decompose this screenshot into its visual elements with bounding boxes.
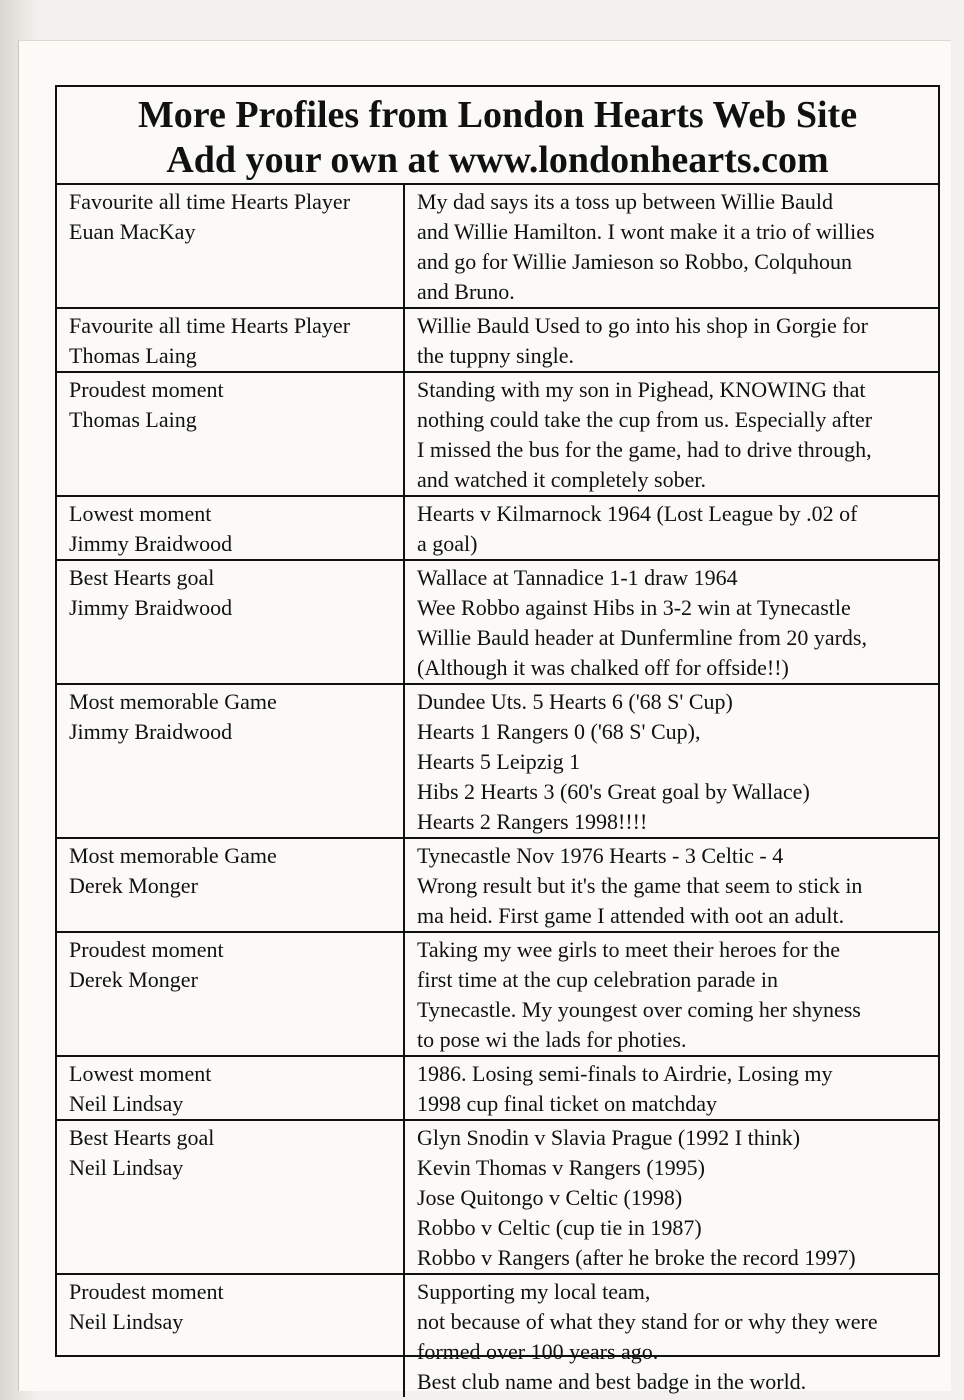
- profile-row: [57, 561, 938, 685]
- profile-person: Neil Lindsay: [69, 1091, 184, 1116]
- profile-category: Lowest moment: [69, 501, 212, 526]
- profile-meta-cell: [57, 373, 405, 495]
- profile-category: Best Hearts goal: [69, 565, 215, 590]
- profile-answer-line: and watched it completely sober.: [417, 467, 706, 492]
- profile-answer-cell: [405, 685, 938, 837]
- profile-person: Jimmy Braidwood: [69, 595, 233, 620]
- profile-answer-line: 1986. Losing semi-finals to Airdrie, Losing my: [417, 1061, 833, 1086]
- profile-answer-line: Best club name and best badge in the world.: [417, 1369, 807, 1394]
- profile-answer-line: Dundee Uts. 5 Hearts 6 ('68 S' Cup): [417, 689, 733, 714]
- profile-category: Favourite all time Hearts Player: [69, 189, 351, 214]
- profile-answer-cell: [405, 1121, 938, 1273]
- profile-answer-line: Hearts 2 Rangers 1998!!!!: [417, 809, 648, 834]
- profile-answer-line: a goal): [417, 531, 478, 556]
- profile-answer-line: not because of what they stand for or why they were: [417, 1309, 878, 1334]
- profile-person: Derek Monger: [69, 873, 198, 898]
- profile-answer-cell: [405, 839, 938, 931]
- profile-meta-cell: [57, 685, 405, 837]
- profile-answer-line: Standing with my son in Pighead, KNOWING that: [417, 377, 866, 402]
- profile-row: [57, 1057, 938, 1121]
- profile-meta-cell: [57, 497, 405, 559]
- profile-rows: [57, 185, 938, 1397]
- profile-meta-cell: [57, 1057, 405, 1119]
- profile-category: Most memorable Game: [69, 689, 277, 714]
- profiles-table: [55, 85, 940, 1394]
- profile-answer-cell: [405, 1275, 938, 1397]
- profile-row: [57, 497, 938, 561]
- profile-category: Proudest moment: [69, 377, 224, 402]
- profile-answer-cell: [405, 933, 938, 1055]
- profile-person: Derek Monger: [69, 967, 198, 992]
- profile-answer-line: Robbo v Celtic (cup tie in 1987): [417, 1215, 702, 1240]
- profile-meta-cell: [57, 1275, 405, 1397]
- profile-row: [57, 373, 938, 497]
- profile-answer-line: I missed the bus for the game, had to drive through,: [417, 437, 872, 462]
- profile-row: [57, 839, 938, 933]
- page-title: [57, 87, 938, 185]
- profile-answer-line: Glyn Snodin v Slavia Prague (1992 I think): [417, 1125, 801, 1150]
- profile-person: Jimmy Braidwood: [69, 531, 233, 556]
- profile-answer-line: Supporting my local team,: [417, 1279, 651, 1304]
- profile-meta-cell: [57, 933, 405, 1055]
- profile-person: Neil Lindsay: [69, 1309, 184, 1334]
- profile-answer-line: Hearts 5 Leipzig 1: [417, 749, 581, 774]
- profile-answer-cell: [405, 309, 938, 371]
- profile-answer-cell: [405, 497, 938, 559]
- profile-answer-line: Tynecastle. My youngest over coming her shyness: [417, 997, 861, 1022]
- profile-row: [57, 933, 938, 1057]
- profile-answer-line: the tuppny single.: [417, 343, 575, 368]
- profile-meta-cell: [57, 185, 405, 307]
- profile-meta-cell: [57, 561, 405, 683]
- profile-answer-line: (Although it was chalked off for offside!!): [417, 655, 789, 680]
- profile-answer-line: Robbo v Rangers (after he broke the record 1997): [417, 1245, 856, 1270]
- profile-category: Best Hearts goal: [69, 1125, 215, 1150]
- profile-answer-line: Tynecastle Nov 1976 Hearts - 3 Celtic - 4: [417, 843, 784, 868]
- profile-answer-line: My dad says its a toss up between Willie Bauld: [417, 189, 834, 214]
- profile-answer-line: Jose Quitongo v Celtic (1998): [417, 1185, 683, 1210]
- profile-answer-line: Hibs 2 Hearts 3 (60's Great goal by Wallace): [417, 779, 810, 804]
- profile-meta-cell: [57, 309, 405, 371]
- profile-person: Jimmy Braidwood: [69, 719, 233, 744]
- profile-answer-line: formed over 100 years ago.: [417, 1339, 659, 1364]
- profile-row: [57, 185, 938, 309]
- profile-category: Lowest moment: [69, 1061, 212, 1086]
- profile-answer-line: and Willie Hamilton. I wont make it a trio of willies: [417, 219, 875, 244]
- profile-category: Most memorable Game: [69, 843, 277, 868]
- profile-category: Favourite all time Hearts Player: [69, 313, 351, 338]
- profile-answer-line: to pose wi the lads for photies.: [417, 1027, 687, 1052]
- profile-answer-line: Hearts v Kilmarnock 1964 (Lost League by .02 of: [417, 501, 858, 526]
- profile-answer-line: and go for Willie Jamieson so Robbo, Colquhoun: [417, 249, 853, 274]
- profile-person: Thomas Laing: [69, 343, 197, 368]
- profile-answer-line: Wallace at Tannadice 1-1 draw 1964: [417, 565, 738, 590]
- profile-answer-line: Willie Bauld header at Dunfermline from 20 yards,: [417, 625, 867, 650]
- profile-answer-line: Kevin Thomas v Rangers (1995): [417, 1155, 705, 1180]
- profile-answer-cell: [405, 373, 938, 495]
- profile-category: Proudest moment: [69, 937, 224, 962]
- profile-answer-cell: [405, 185, 938, 307]
- profile-answer-cell: [405, 1057, 938, 1119]
- profile-answer-line: Wee Robbo against Hibs in 3-2 win at Tynecastle: [417, 595, 851, 620]
- profile-answer-line: Hearts 1 Rangers 0 ('68 S' Cup),: [417, 719, 701, 744]
- profile-meta-cell: [57, 1121, 405, 1273]
- profile-person: Euan MacKay: [69, 219, 196, 244]
- profile-row: [57, 309, 938, 373]
- profile-row: [57, 1121, 938, 1275]
- profile-answer-line: and Bruno.: [417, 279, 515, 304]
- profile-answer-line: Taking my wee girls to meet their heroes for the: [417, 937, 841, 962]
- profile-answer-line: Wrong result but it's the game that seem to stick in: [417, 873, 863, 898]
- profile-row: [57, 685, 938, 839]
- profile-answer-cell: [405, 561, 938, 683]
- profile-answer-line: first time at the cup celebration parade in: [417, 967, 779, 992]
- profile-answer-line: Willie Bauld Used to go into his shop in Gorgie for: [417, 313, 868, 338]
- profile-meta-cell: [57, 839, 405, 931]
- profile-row: [57, 1275, 938, 1397]
- profile-person: Neil Lindsay: [69, 1155, 184, 1180]
- title-line-2: Add your own at www.londonhearts.com: [166, 139, 829, 181]
- profile-answer-line: ma heid. First game I attended with oot an adult.: [417, 903, 845, 928]
- title-line-1: More Profiles from London Hearts Web Site: [137, 94, 858, 136]
- profile-answer-line: nothing could take the cup from us. Especially after: [417, 407, 873, 432]
- profile-category: Proudest moment: [69, 1279, 224, 1304]
- profile-answer-line: 1998 cup final ticket on matchday: [417, 1091, 717, 1116]
- profile-person: Thomas Laing: [69, 407, 197, 432]
